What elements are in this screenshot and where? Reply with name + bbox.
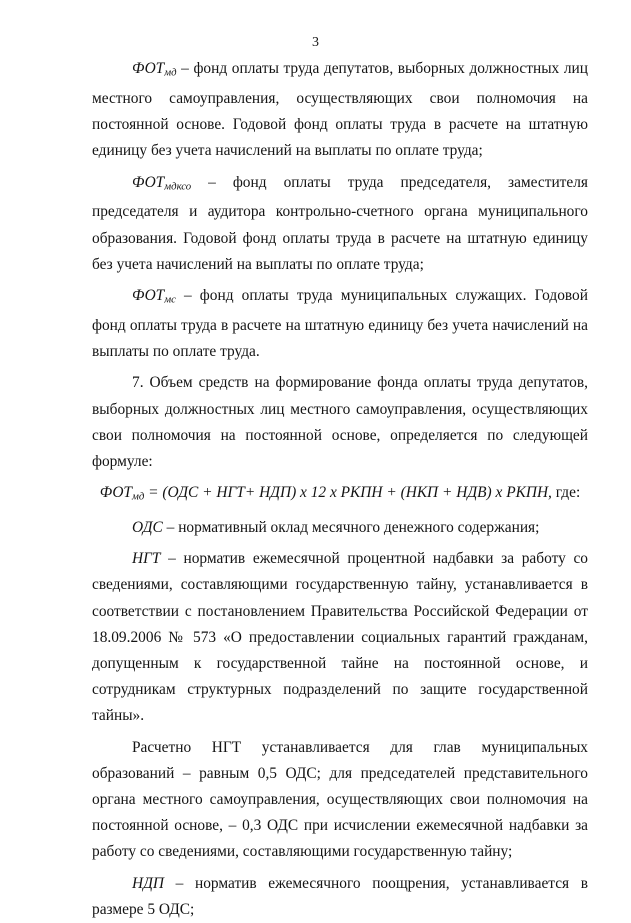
paragraph-fot-mdkso [92,170,588,279]
paragraph-text: – фонд оплаты труда муниципальных служащих. Годовой фонд оплаты труда в расчете на штатную единицу без учета начислений на выплаты по оплате труда. [92,287,588,361]
formula-subscript: мд [132,490,145,503]
symbol-subscript: мдксо [164,180,192,193]
symbol-subscript: мс [164,293,176,306]
paragraph-text: – фонд оплаты труда депутатов, выборных должностных лиц местного самоуправления, осуществляющих свои полномочия на постоянной основе. Годовой фонд оплаты труда в расчете на штатную единицу без учета начислений на выплаты по оплате труда; [92,60,588,160]
page-number: 3 [312,35,319,50]
document-body [92,56,588,923]
formula-tail: где: [551,484,581,502]
formula [80,480,600,510]
paragraph-fot-ms [92,283,588,365]
paragraph-text: – нормативный оклад месячного денежного содержания; [162,519,540,536]
formula-expression: = (ОДС + НГТ+ НДП) х 12 х РКПН + (НКП + НДВ) х РКПН, [144,484,552,502]
paragraph-ngt-calc: Расчетно НГТ устанавливается для глав муниципальных образований – равным 0,5 ОДС; для председателей представительного органа местного самоуправления, осуществляющих свои полномочия на постоянной основе, – 0,3 ОДС при исчислении ежемесячной надбавки за работу со сведениями, составляющими государственную тайну; [92,738,588,861]
symbol-fot: ФОТ [132,60,165,77]
paragraph-ods [92,515,588,541]
paragraph-text: – норматив ежемесячной процентной надбавки за работу со сведениями, составляющими государственную тайну, устанавливается в соответствии с постановлением Правительства Российской Федерации от 18.09.2006 № 573 «О предоставлении социальных гарантий гражданам, допущенным к государственной тайне на постоянной основе, и сотрудникам структурных подразделений по защите государственной тайны». [92,550,588,725]
paragraph-ndp [92,871,588,923]
formula-symbol: ФОТ [99,484,132,502]
paragraph-ngt [92,546,588,729]
symbol-fot: ФОТ [132,287,165,304]
symbol-ndp: НДП [132,874,165,892]
paragraph-text: – фонд оплаты труда председателя, заместителя председателя и аудитора контрольно-счетного органа муниципального образования. Годовой фонд оплаты труда в расчете на штатную единицу без учета начислений на выплаты по оплате труда; [92,173,588,273]
symbol-subscript: мд [164,66,177,79]
paragraph-item-7: 7. Объем средств на формирование фонда оплаты труда депутатов, выборных должностных лиц местного самоуправления, осуществляющих свои полномочия на постоянной основе, определяется по следующей формуле: [92,374,588,470]
paragraph-fot-md [92,56,588,165]
symbol-ngt: НГТ [132,550,161,568]
paragraph-text: – норматив ежемесячного поощрения, устанавливается в размере 5 ОДС; [92,874,588,918]
symbol-ods: ОДС [132,519,163,536]
symbol-fot: ФОТ [132,173,165,191]
